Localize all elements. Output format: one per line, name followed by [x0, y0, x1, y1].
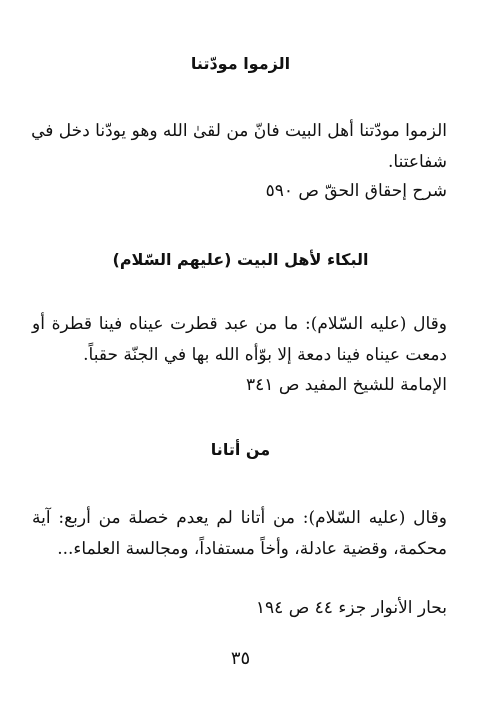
- page-number: ٣٥: [230, 648, 251, 669]
- paragraph-line: محكمة، وقضية عادلة، وأخاً مستفاداً، ومجالسة العلماء...: [57, 539, 447, 559]
- paragraph-line: وقال (عليه السّلام): ما من عبد قطرت عيناه فينا قطرة أو: [32, 314, 447, 334]
- source-citation: الإمامة للشيخ المفيد ص ٣٤١: [246, 375, 447, 395]
- source-citation: بحار الأنوار جزء ٤٤ ص ١٩٤: [255, 598, 447, 618]
- paragraph-line: وقال (عليه السّلام): من أتانا لم يعدم خصلة من أربع: آية: [32, 508, 447, 528]
- paragraph-line: شفاعتنا.: [387, 152, 447, 172]
- paragraph-line: الزموا مودّتنا أهل البيت فانّ من لقىٰ الله وهو يودّنا دخل في: [31, 121, 447, 141]
- source-citation: شرح إحقاق الحقّ ص ٥٩٠: [265, 181, 447, 201]
- section-heading: البكاء لأهل البيت (عليهم السّلام): [112, 250, 369, 269]
- section-heading: من أتانا: [210, 440, 271, 459]
- section-heading: الزموا مودّتنا: [190, 54, 291, 73]
- paragraph-line: دمعت عيناه فينا دمعة إلا بوّأه الله بها في الجنّة حقباً.: [83, 345, 447, 365]
